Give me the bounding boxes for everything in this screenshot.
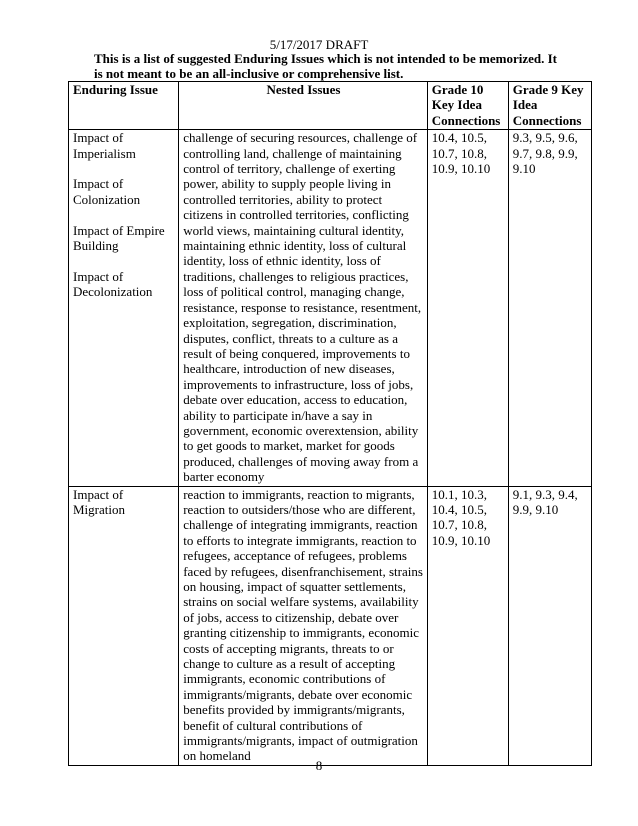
header-enduring-issue: Enduring Issue <box>69 82 179 130</box>
grade10-cell: 10.1, 10.3, 10.4, 10.5, 10.7, 10.8, 10.9, 10.10 <box>427 486 508 765</box>
enduring-issue-cell <box>69 486 179 765</box>
intro-text: This is a list of suggested Enduring Issues which is not intended to be memorized. It is not meant to be an all-inclusive or comprehensive list. <box>94 51 557 81</box>
table-row <box>69 486 592 765</box>
table-row <box>69 130 592 486</box>
nested-issues-cell: challenge of securing resources, challenge of controlling land, challenge of maintaining control of territory, challenge of exerting power, ability to supply people living in controlled territories, ability to protect citizens in controlled territories, conflicting world views, maintaining cultural identity, maintaining ethnic identity, loss of cultural identity, loss of ethnic identity, loss of traditions, challenges to religious practices, loss of political control, managing change, resistance, response to resistance, resentment, exploitation, segregation, discrimination, disputes, conflict, threats to a culture as a result of being conquered, improvements to healthcare, introduction of new diseases, improvements to infrastructure, loss of jobs, debate over education, access to education, ability to participate in/have a say in government, economic overextension, ability to get goods to market, market for goods produced, challenges of moving away from a barter economy <box>179 130 428 486</box>
page-header: 5/17/2017 DRAFT <box>269 37 369 52</box>
nested-issues-cell: reaction to immigrants, reaction to migrants, reaction to outsiders/those who are different, challenge of integrating immigrants, reaction to efforts to integrate immigrants, reaction to refugees, acceptance of refugees, problems faced by refugees, disenfranchisement, strains on housing, impact of squatter settlements, strains on social welfare systems, availability of jobs, access to citizenship, debate over granting citizenship to immigrants, economic costs of accepting migrants, threats to or change to culture as a result of accepting immigrants, economic contributions of immigrants/migrants, debate over economic benefits provided by immigrants/migrants, benefit of cultural contributions of immigrants/migrants, impact of outmigration on homeland <box>179 486 428 765</box>
enduring-issue: Impact of Empire Building <box>73 222 165 254</box>
page-number: 8 <box>315 758 323 773</box>
enduring-issue-cell <box>69 130 179 486</box>
header-nested-issues: Nested Issues <box>179 82 428 130</box>
enduring-issue: Impact of Colonization <box>73 176 141 207</box>
enduring-issue: Impact of Migration <box>73 486 125 517</box>
enduring-issue: Impact of Decolonization <box>73 268 153 300</box>
table-header-row <box>69 82 592 130</box>
enduring-issue: Impact of Imperialism <box>73 130 136 161</box>
enduring-issues-table <box>68 81 592 766</box>
header-grade9: Grade 9 Key Idea Connections <box>508 82 591 130</box>
grade9-cell: 9.1, 9.3, 9.4, 9.9, 9.10 <box>508 486 591 765</box>
grade9-cell: 9.3, 9.5, 9.6, 9.7, 9.8, 9.9, 9.10 <box>508 130 591 486</box>
header-grade10: Grade 10 Key Idea Connections <box>427 82 508 130</box>
grade10-cell: 10.4, 10.5, 10.7, 10.8, 10.9, 10.10 <box>427 130 508 486</box>
